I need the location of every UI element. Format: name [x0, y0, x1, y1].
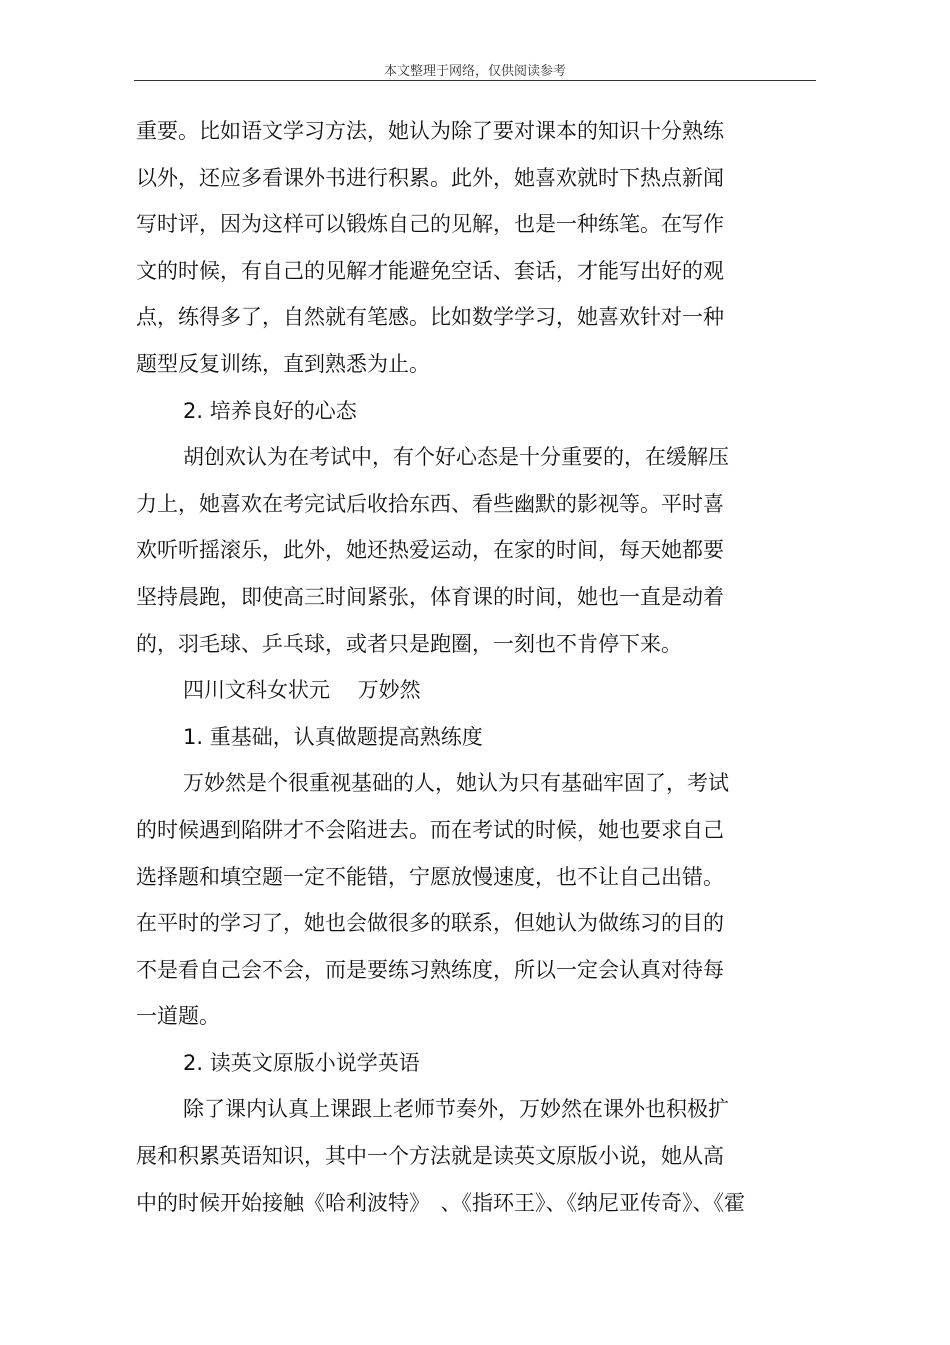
section-heading: 2. 培养良好的心态: [183, 398, 357, 423]
text-line: 的时候遇到陷阱才不会陷进去。而在考试的时候，她也要求自己: [136, 817, 724, 842]
text-line: 在平时的学习了，她也会做很多的联系，但她认为做练习的目的: [136, 911, 724, 936]
text-line: 胡创欢认为在考试中，有个好心态是十分重要的，在缓解压: [183, 445, 729, 470]
section-heading: 2. 读英文原版小说学英语: [183, 1050, 420, 1075]
text-line: 写时评，因为这样可以锻炼自己的见解，也是一种练笔。在写作: [136, 212, 724, 237]
text-line: 一道题。: [136, 1004, 220, 1029]
text-line: 的，羽毛球、乒乓球，或者只是跑圈，一刻也不肯停下来。: [136, 631, 682, 656]
text-line: 欢听听摇滚乐，此外，她还热爱运动，在家的时间，每天她都要: [136, 538, 724, 563]
header-note: 本文整理于网络，仅供阅读参考: [383, 64, 566, 79]
text-line: 除了课内认真上课跟上老师节奏外，万妙然在课外也积极扩: [183, 1097, 729, 1122]
text-line: 文的时候，有自己的见解才能避免空话、套话，才能写出好的观: [136, 258, 724, 283]
text-line: 题型反复训练，直到熟悉为止。: [136, 351, 430, 376]
body-text: [136, 108, 816, 1226]
text-line: 展和积累英语知识，其中一个方法就是读英文原版小说，她从高: [136, 1144, 724, 1169]
person-heading: 四川文科女状元 万妙然: [183, 678, 421, 703]
text-line: 重要。比如语文学习方法，她认为除了要对课本的知识十分熟练: [136, 119, 724, 143]
text-line: 万妙然是个很重视基础的人，她认为只有基础牢固了，考试: [183, 771, 729, 796]
text-line: 不是看自己会不会，而是要练习熟练度，所以一定会认真对待每: [136, 957, 724, 982]
header-divider: [134, 80, 816, 81]
text-line: 选择题和填空题一定不能错，宁愿放慢速度，也不让自己出错。: [136, 864, 724, 889]
text-line: 坚持晨跑，即使高三时间紧张，体育课的时间，她也一直是动着: [136, 584, 724, 609]
text-line: 以外，还应多看课外书进行积累。此外，她喜欢就时下热点新闻: [136, 165, 724, 190]
text-line: 中的时候开始接触《哈利波特》 、《指环王》、《纳尼亚传奇》、《霍: [136, 1190, 745, 1215]
text-line: 点，练得多了，自然就有笔感。比如数学学习，她喜欢针对一种: [136, 305, 724, 330]
text-line: 力上，她喜欢在考完试后收拾东西、看些幽默的影视等。平时喜: [136, 491, 724, 516]
section-heading: 1. 重基础，认真做题提高熟练度: [183, 724, 483, 749]
